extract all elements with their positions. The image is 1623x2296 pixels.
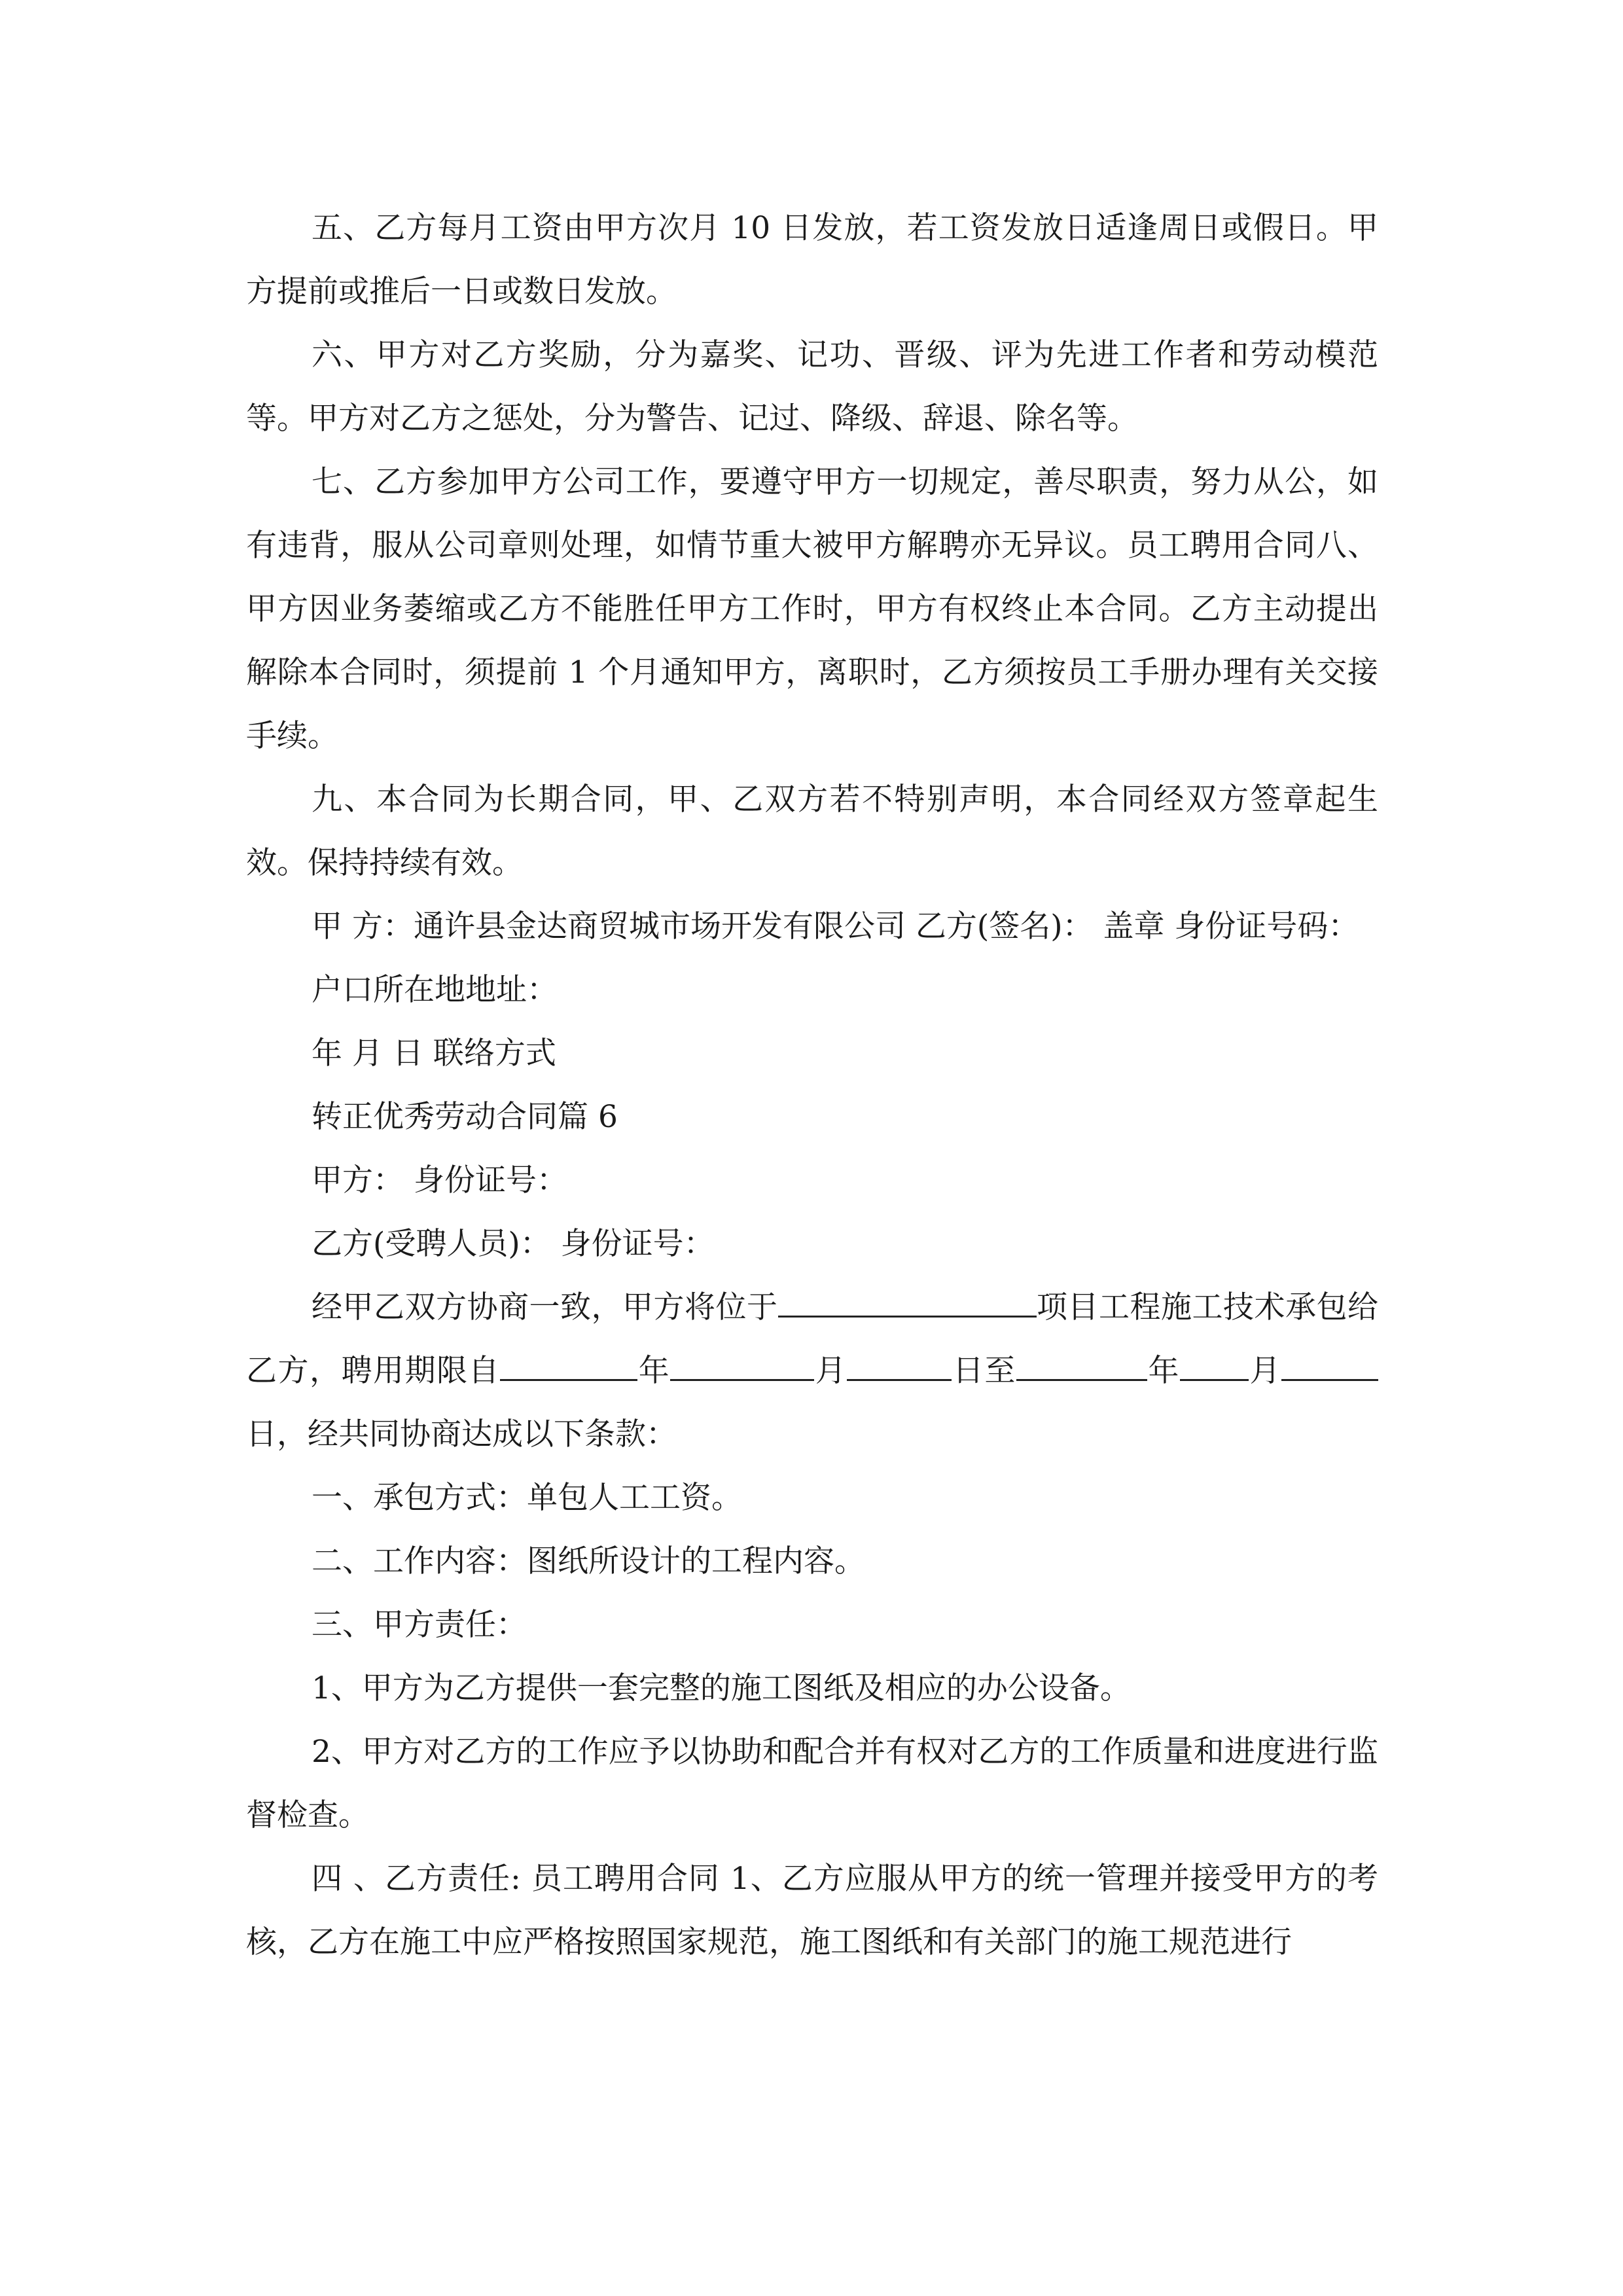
- blank-end-year: [1016, 1349, 1147, 1381]
- paragraph-salary: 五、乙方每月工资由甲方次月 10 日发放，若工资发放日适逢周日或假日。甲方提前或推后一日或数日发放。: [246, 210, 1378, 310]
- blank-start-day: [847, 1349, 952, 1381]
- paragraph-term: 九、本合同为长期合同，甲、乙双方若不特别声明，本合同经双方签章起生效。保持持续有效。: [246, 781, 1378, 881]
- paragraph-clause-intro: [246, 1276, 1378, 1466]
- paragraph-date-contact: 年 月 日 联络方式: [312, 1035, 556, 1071]
- section-title: 转正优秀劳动合同篇 6: [312, 1099, 618, 1135]
- clause-intro-part2: 项目工程施工技术承包给乙方，聘用期限自: [246, 1289, 1378, 1389]
- clause-intro-part3: 经共同协商达成以下条款：: [308, 1416, 677, 1452]
- clause-year1: 年: [637, 1353, 671, 1389]
- paragraph-rewards: 六、甲方对乙方奖励，分为嘉奖、记功、晋级、评为先进工作者和劳动模范等。甲方对乙方之惩处，分为警告、记过、降级、辞退、除名等。: [246, 337, 1378, 437]
- blank-end-day: [1281, 1349, 1378, 1381]
- paragraph-party-b: 乙方(受聘人员)： 身份证号：: [312, 1226, 715, 1262]
- paragraph-address: 户口所在地地址：: [312, 972, 558, 1008]
- paragraph-party-b-duties: 四 、乙方责任: 员工聘用合同 1、乙方应服从甲方的统一管理并接受甲方的考核，乙方在施工中应严格按照国家规范，施工图纸和有关部门的施工规范进行: [246, 1861, 1378, 1960]
- blank-start-year: [500, 1349, 637, 1381]
- clause-month1: 月: [814, 1353, 847, 1389]
- document-page: [246, 196, 1378, 1974]
- paragraph-party-a-duty-2: 2、甲方对乙方的工作应予以协助和配合并有权对乙方的工作质量和进度进行监督检查。: [246, 1734, 1378, 1833]
- clause-day-to: 日至: [952, 1353, 1016, 1389]
- clause-year2: 年: [1147, 1353, 1180, 1389]
- paragraph-party-a-signature: 甲 方：通许县金达商贸城市场开发有限公司 乙方(签名)： 盖章 身份证号码：: [312, 908, 1359, 944]
- blank-project-location: [778, 1285, 1037, 1318]
- paragraph-party-a-duty-1: 1、甲方为乙方提供一套完整的施工图纸及相应的办公设备。: [312, 1670, 1131, 1706]
- blank-start-month: [670, 1349, 814, 1381]
- clause-day2: 日，: [246, 1416, 308, 1452]
- paragraph-party-a-duties-heading: 三、甲方责任：: [312, 1607, 527, 1643]
- paragraph-party-a: 甲方： 身份证号：: [312, 1162, 567, 1198]
- clause-month2: 月: [1249, 1353, 1282, 1389]
- paragraph-duties: 七、乙方参加甲方公司工作，要遵守甲方一切规定，善尽职责，努力从公，如有违背，服从公司章则处理，如情节重大被甲方解聘亦无异议。员工聘用合同八、甲方因业务萎缩或乙方不能胜任甲方工作时，甲方有权终止本合同。乙方主动提出解除本合同时，须提前 1 个月通知甲方，离职时，乙方须按员工手册办理有关交接手续。: [246, 464, 1378, 754]
- blank-end-month: [1180, 1349, 1249, 1381]
- paragraph-contract-mode: 一、承包方式：单包人工工资。: [312, 1480, 742, 1516]
- paragraph-work-content: 二、工作内容：图纸所设计的工程内容。: [312, 1543, 865, 1579]
- clause-intro-part1: 经甲乙双方协商一致，甲方将位于: [312, 1289, 778, 1325]
